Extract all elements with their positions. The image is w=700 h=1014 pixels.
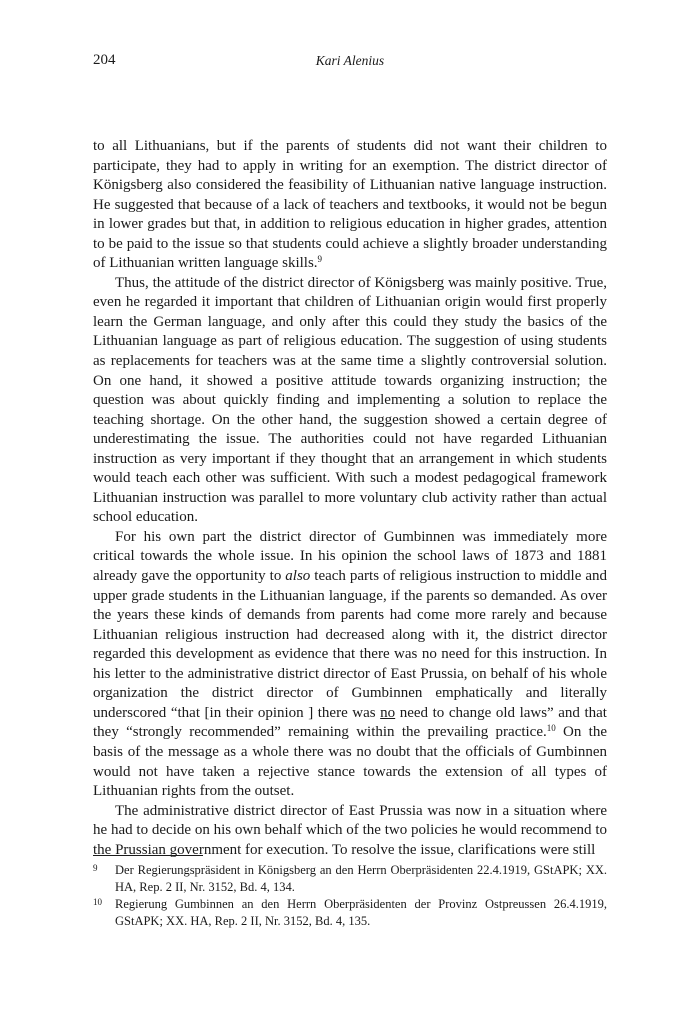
page-header — [93, 52, 607, 74]
paragraph-1 — [93, 137, 607, 274]
footnote-ref-10[interactable]: 10 — [546, 723, 556, 734]
paragraph-3-text-b: teach parts of religious instruction to middle and upper grade students in the Lithuanian language, if the parents so demanded. As over the years these kinds of demands from parents had come more rarely and because Lithuanian religious instruction had decreased along with it, the district director regarded this development as evidence that there was no need for this instruction. In his letter to the administrative district director of East Prussia, on behalf of his whole organization the district director of Gumbinnen emphatically and literally underscored “that [in their opinion ] there was — [93, 568, 607, 721]
footnote-text: Regierung Gumbinnen an den Herrn Oberpräsidenten der Provinz Ostpreussen 26.4.1919, GStAPK; XX. HA, Rep. 2 II, Nr. 3152, Bd. 4, 135. — [115, 897, 607, 928]
running-head-author: Kari Alenius — [315, 53, 385, 68]
paragraph-3-text-c: need to change old laws” and that they “strongly recommended” remaining within the prevailing practice. — [93, 704, 607, 741]
paragraph-4-text: The administrative district director of East Prussia was now in a situation where he had to decide on his own behalf which of the two policies he would recommend to the Prussian government for execution. To resolve the issue, clarifications were still — [93, 802, 607, 858]
footnote-9 — [93, 862, 607, 895]
italic-emphasis: also — [285, 568, 311, 585]
footnote-number: 10 — [93, 897, 102, 907]
underlined-emphasis: no — [380, 704, 396, 721]
footnote-10 — [93, 896, 607, 929]
paragraph-2-text: Thus, the attitude of the district director of Königsberg was mainly positive. True, even he regarded it important that children of Lithuanian origin would first properly learn the German language, and only after this could they study the basics of the Lithuanian language as part of religious education. The suggestion of using students as replacements for teachers was at the same time a slightly controversial solution. On one hand, it showed a positive attitude towards organizing instruction; the question was about quickly finding and implementing a solution to replace the teaching shortage. On the other hand, the suggestion showed a certain degree of underestimating the issue. The authorities could not have regarded Lithuanian instruction as very important if they thought that an arrangement in which students would teach each other was sufficient. With such a modest pedagogical framework Lithuanian instruction was parallel to more voluntary club activity rather than actual school education. — [93, 274, 607, 526]
paragraph-3-text-d: On the basis of the message as a whole there was no doubt that the officials of Gumbinnen would not have taken a rejective stance towards the extension of all types of Lithuanian rights from the outset. — [93, 724, 607, 800]
paragraph-2 — [93, 274, 607, 528]
paragraph-1-text: to all Lithuanians, but if the parents of students did not want their children to participate, they had to apply in writing for an exemption. The district director of Königsberg also considered the feasibility of Lithuanian native language instruction. He suggested that because of a lack of teachers and textbooks, it would not be begun in lower grades but that, in addition to religious education in higher grades, attention to be paid to the issue so that students could achieve a slightly broader understanding of Lithuanian written language skills. — [93, 138, 607, 272]
footnotes — [93, 862, 607, 930]
body-text — [93, 137, 607, 860]
paragraph-4 — [93, 802, 607, 861]
page-number: 204 — [93, 52, 116, 68]
paragraph-3-text-a: For his own part the district director of Gumbinnen was immediately more critical towards the whole issue. In his opinion the school laws of 1873 and 1881 already gave the opportunity to — [93, 528, 607, 585]
footnote-ref-9[interactable]: 9 — [317, 254, 323, 265]
footnote-text: Der Regierungspräsident in Königsberg an den Herrn Oberpräsidenten 22.4.1919, GStAPK; XX. HA, Rep. 2 II, Nr. 3152, Bd. 4, 134. — [115, 863, 607, 894]
footnote-number: 9 — [93, 863, 98, 873]
paragraph-3 — [93, 528, 607, 802]
footnote-separator — [93, 855, 203, 856]
